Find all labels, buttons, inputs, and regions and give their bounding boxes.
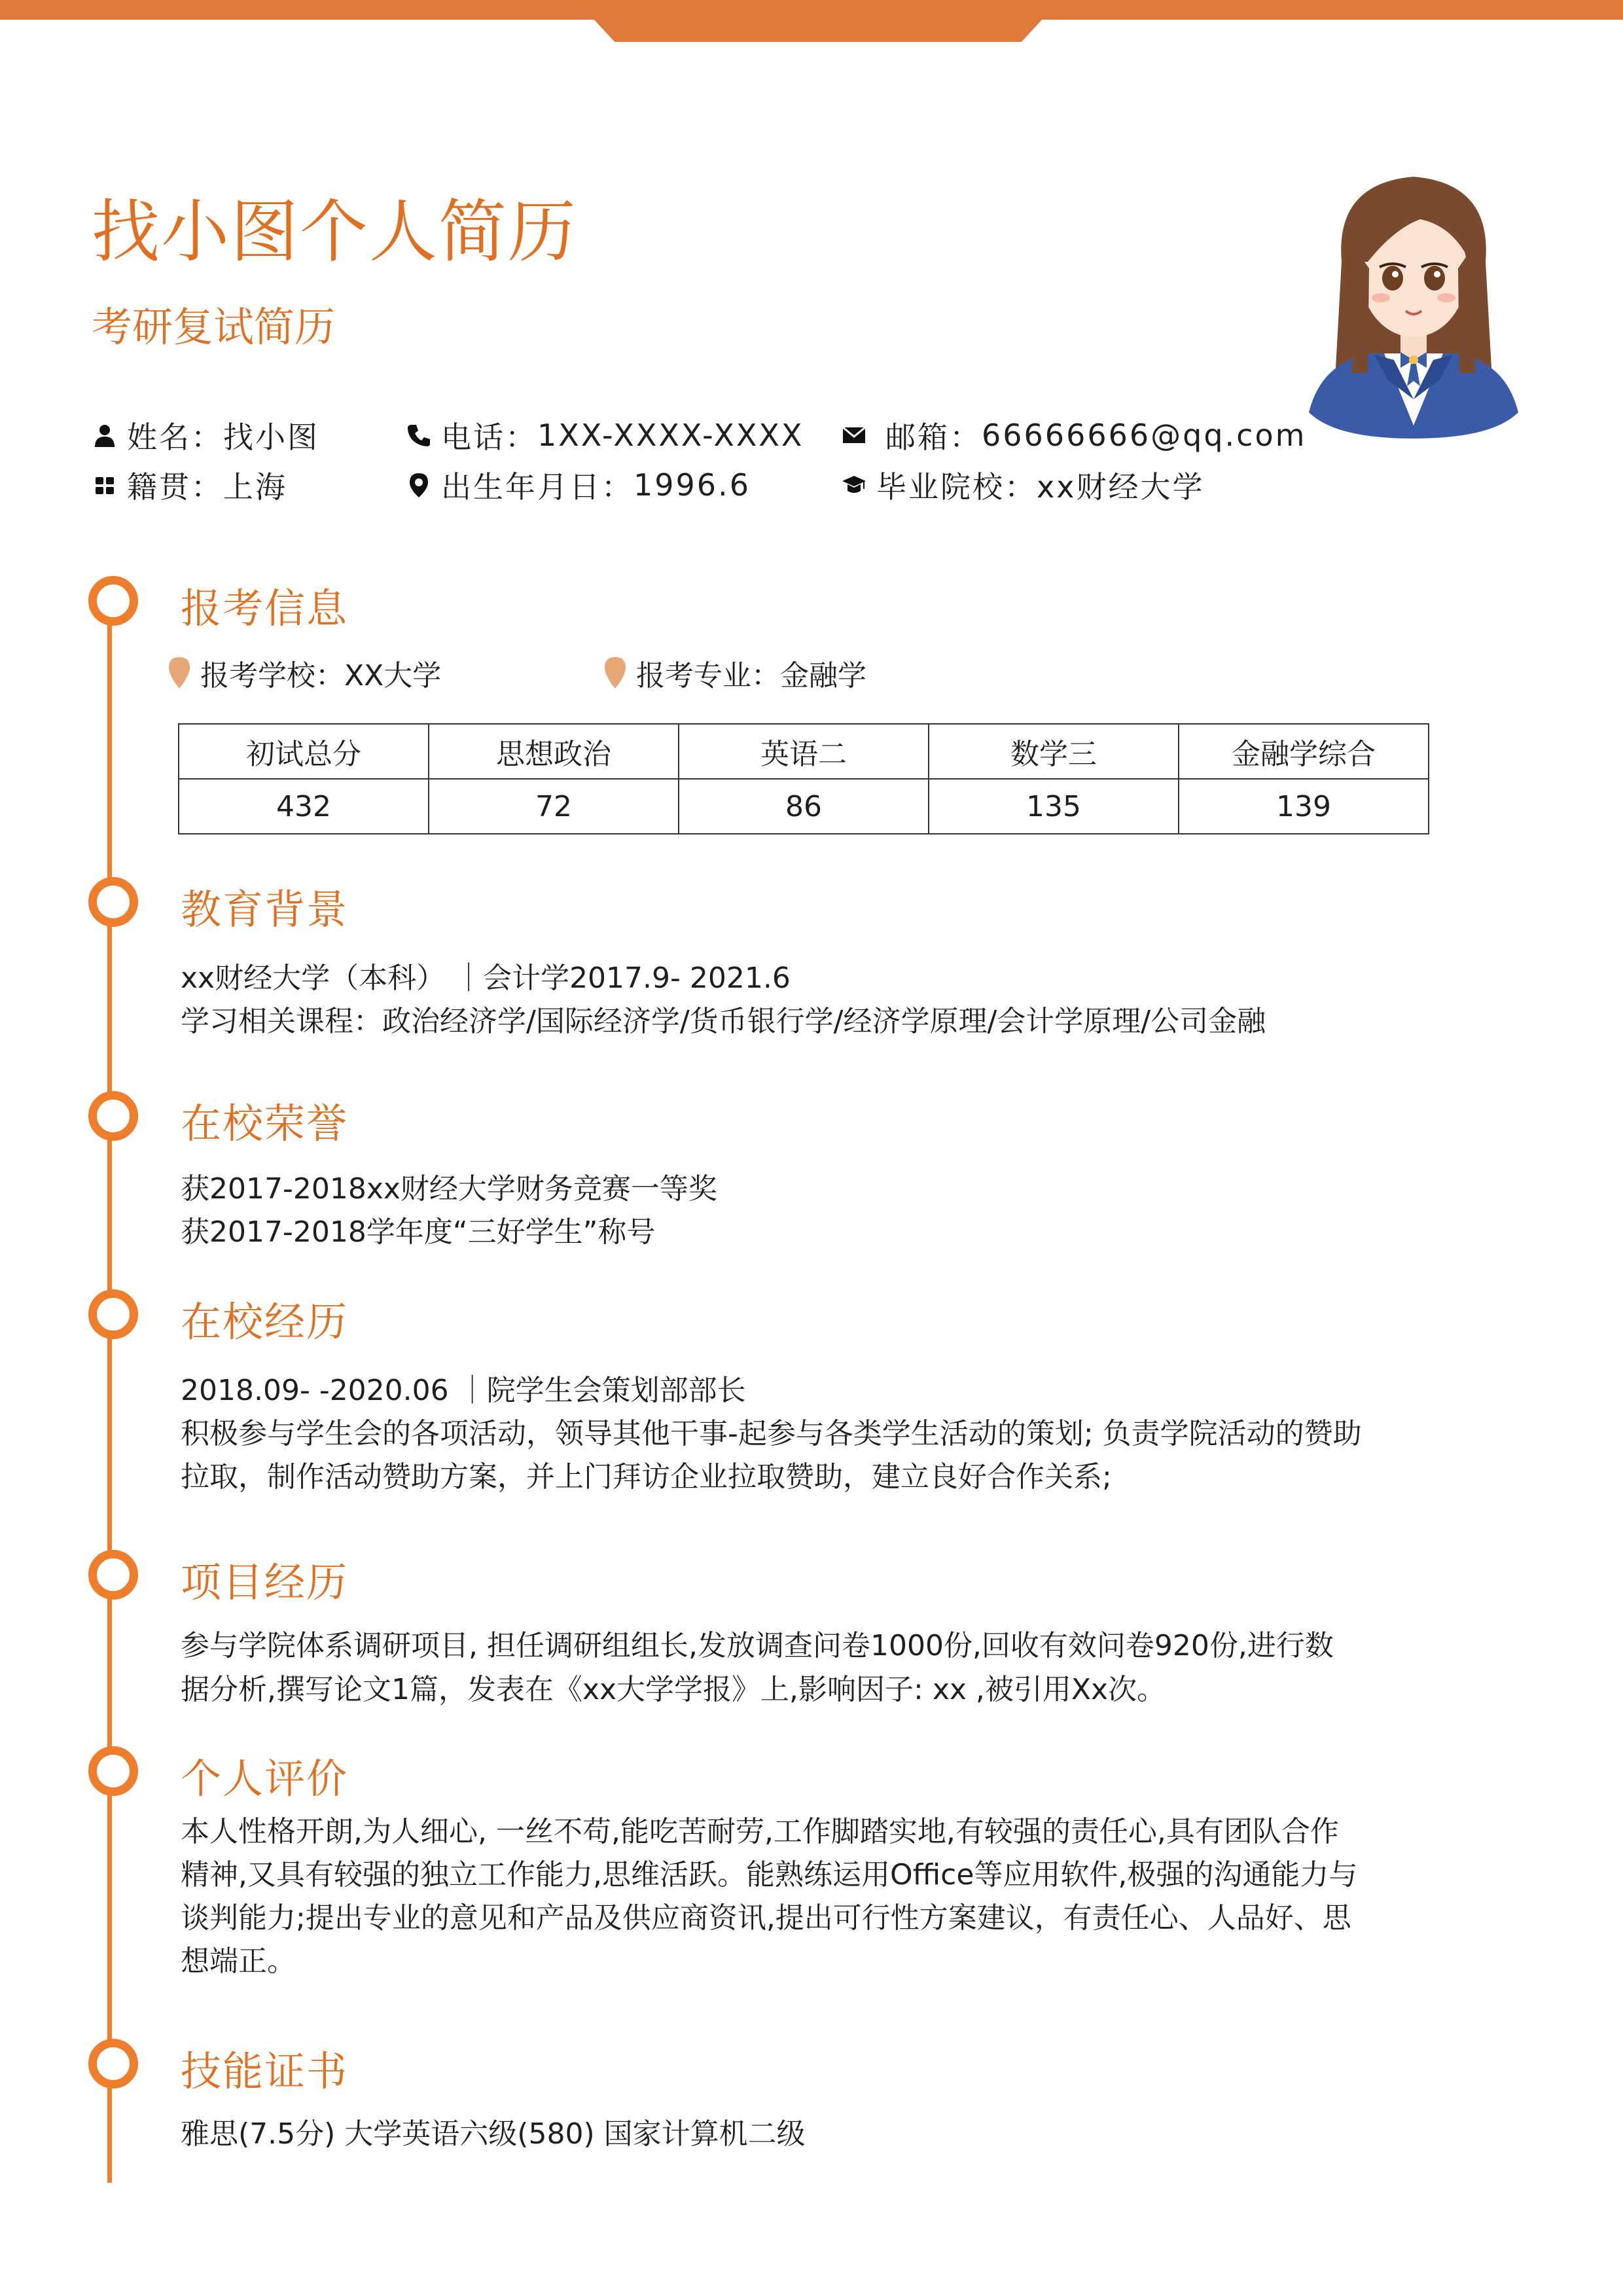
- resume-subtitle: 考研复试简历: [92, 303, 336, 351]
- campus-line: 拉取，制作活动赞助方案，并上门拜访企业拉取赞助，建立良好合作关系;: [181, 1460, 1112, 1494]
- graduation-cap-icon: [841, 472, 867, 498]
- exam-major: [603, 652, 866, 694]
- project-line: 据分析,撰写论文1篇，发表在《xx大学学报》上,影响因子: xx ,被引用Xx次。: [181, 1673, 1166, 1706]
- table-cell: 432: [179, 779, 429, 834]
- self-line: 想端正。: [181, 1945, 296, 1978]
- timeline-dot: [88, 1550, 138, 1600]
- birth-label: 出生年月日：: [441, 469, 633, 505]
- hometown-value: 上海: [223, 469, 287, 505]
- timeline-dot: [88, 1746, 138, 1796]
- skills-line: 雅思(7.5分) 大学英语六级(580) 国家计算机二级: [181, 2117, 806, 2151]
- school-label: 毕业院校：: [876, 469, 1037, 505]
- pin-icon: [168, 656, 191, 690]
- self-line: 本人性格开朗,为人细心, 一丝不苟,能吃苦耐劳,工作脚踏实地,有较强的责任心,具有团队合作: [181, 1815, 1339, 1848]
- table-cell: 135: [929, 779, 1179, 834]
- contact-email: [841, 414, 1306, 457]
- email-label: 邮箱：: [885, 420, 982, 455]
- section-title-self: 个人评价: [181, 1755, 349, 1803]
- table-header-cell: 初试总分: [179, 724, 429, 779]
- section-title-education: 教育背景: [181, 886, 349, 933]
- section-title-exam: 报考信息: [181, 584, 349, 632]
- contact-phone: [406, 414, 804, 457]
- phone-value: 1XX-XXXX-XXXX: [537, 418, 804, 453]
- education-line: xx财经大学（本科） ｜会计学2017.9- 2021.6: [181, 961, 791, 995]
- campus-line: 积极参与学生会的各项活动，领导其他干事-起参与各类学生活动的策划; 负责学院活动的赞助: [181, 1417, 1362, 1450]
- avatar: [1296, 164, 1531, 439]
- exam-major-text: 报考专业：金融学: [636, 659, 866, 692]
- pin-icon: [603, 656, 627, 690]
- resume-title: 找小图个人简历: [92, 192, 578, 272]
- table-header-cell: 金融学综合: [1179, 724, 1429, 779]
- grid-icon: [92, 472, 118, 498]
- honor-line: 获2017-2018学年度“三好学生”称号: [181, 1215, 656, 1249]
- table-header-row: [179, 724, 1429, 779]
- top-bar-tab: [576, 0, 1060, 42]
- campus-line: 2018.09- -2020.06 ｜院学生会策划部部长: [181, 1374, 746, 1407]
- section-title-campus: 在校经历: [181, 1298, 349, 1346]
- location-icon: [406, 472, 432, 498]
- table-row: [179, 779, 1429, 834]
- table-cell: 86: [679, 779, 929, 834]
- section-title-skills: 技能证书: [181, 2047, 349, 2095]
- timeline-dot: [88, 1289, 138, 1339]
- contact-birth: [406, 463, 751, 507]
- name-value: 找小图: [223, 420, 319, 455]
- table-header-cell: 英语二: [679, 724, 929, 779]
- email-value: 66666666@qq.com: [982, 418, 1307, 453]
- timeline-dot: [88, 1091, 138, 1141]
- phone-label: 电话：: [441, 420, 537, 455]
- contact-name: [92, 414, 319, 457]
- table-header-cell: 思想政治: [429, 724, 679, 779]
- timeline-dot: [88, 576, 138, 626]
- mail-icon: [841, 422, 867, 448]
- self-line: 谈判能力;提出专业的意见和产品及供应商资讯,提出可行性方案建议，有责任心、人品好、思: [181, 1901, 1351, 1935]
- section-title-project: 项目经历: [181, 1558, 349, 1606]
- table-cell: 139: [1179, 779, 1429, 834]
- table-cell: 72: [429, 779, 679, 834]
- name-label: 姓名：: [127, 420, 223, 455]
- exam-school: [168, 652, 441, 694]
- honor-line: 获2017-2018xx财经大学财务竞赛一等奖: [181, 1172, 717, 1206]
- education-line: 学习相关课程：政治经济学/国际经济学/货币银行学/经济学原理/会计学原理/公司金融: [181, 1005, 1266, 1038]
- self-line: 精神,又具有较强的独立工作能力,思维活跃。能熟练运用Office等应用软件,极强的沟通能力与: [181, 1858, 1358, 1892]
- table-header-cell: 数学三: [929, 724, 1179, 779]
- contact-hometown: [92, 463, 287, 507]
- timeline-dot: [88, 877, 138, 927]
- contact-school: [841, 463, 1204, 507]
- exam-school-text: 报考学校：XX大学: [200, 659, 442, 692]
- score-table: [178, 723, 1429, 834]
- phone-icon: [406, 422, 432, 448]
- timeline-dot: [88, 2039, 138, 2089]
- school-value: xx财经大学: [1037, 469, 1205, 505]
- hometown-label: 籍贯：: [127, 469, 223, 505]
- section-title-honors: 在校荣誉: [181, 1100, 349, 1147]
- person-icon: [92, 422, 118, 448]
- timeline-line: [107, 592, 112, 2183]
- birth-value: 1996.6: [633, 467, 751, 503]
- project-line: 参与学院体系调研项目, 担任调研组组长,发放调查问卷1000份,回收有效问卷920份,进行数: [181, 1629, 1334, 1662]
